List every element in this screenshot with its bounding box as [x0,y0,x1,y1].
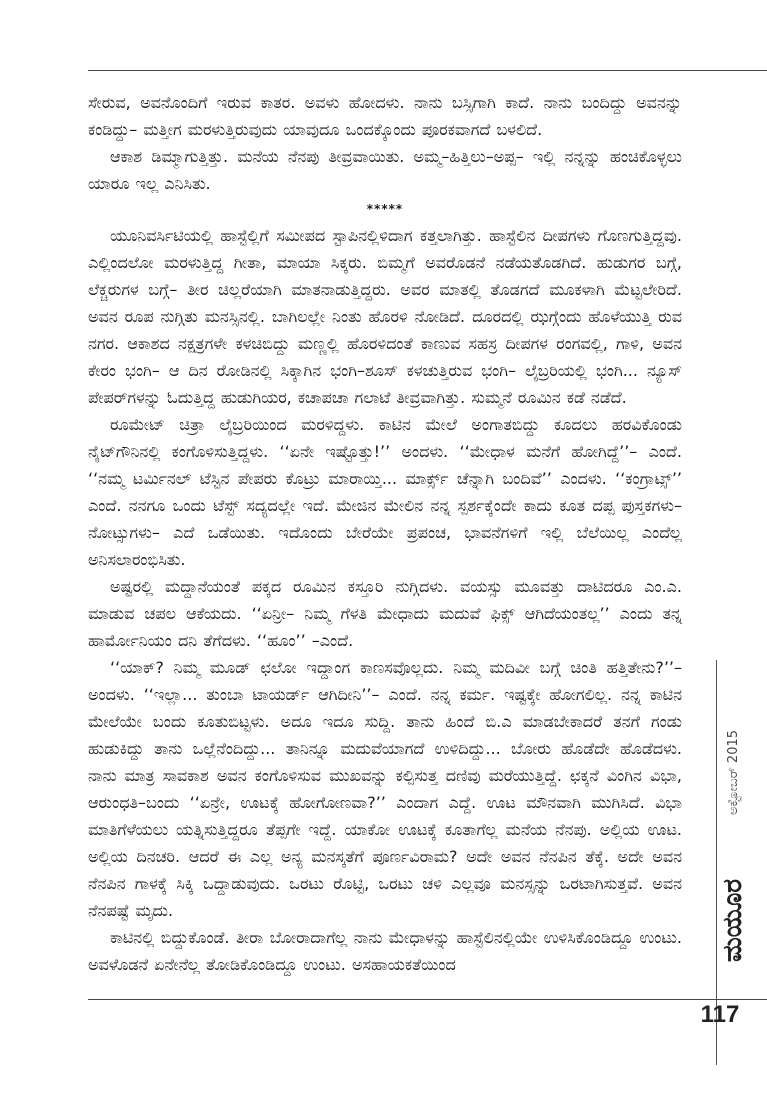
magazine-name-text: ಮಯೂರ [717,878,748,962]
page-number: 117 [700,1001,740,1028]
issue-date [726,718,742,826]
top-rule [88,70,767,71]
article-body [88,89,682,978]
section-separator: ***** [366,202,404,216]
paragraph: ಸೇರುವ, ಅವನೊಂದಿಗೆ ಇರುವ ಕಾತರ. ಅವಳು ಹೋದಳು. ನಾನು ಬಸ್ಸಿಗಾಗಿ ಕಾದೆ. ನಾನು ಬಂದಿದ್ದು ಅವನನ್ನು ಕಂಡಿದ್ದು– ಮತ್ತೀಗ ಮರಳುತ್ತಿರುವುದು ಯಾವುದೂ ಒಂದಕ್ಕೊಂದು ಪೂರಕವಾಗದೆ ಬಳಲಿದೆ. [88,93,682,139]
paragraph: ರೂಮೇಟ್ ಚಿತ್ರಾ ಲೈಬ್ರರಿಯಿಂದ ಮರಳಿದ್ದಳು. ಕಾಟಿನ ಮೇಲೆ ಅಂಗಾತಬಿದ್ದು ಕೂದಲು ಹರವಿಕೊಂಡು ನೈಟ್‌ಗೌನಿನಲ್ಲಿ ಕಂಗೊಳಿಸುತ್ತಿದ್ದಳು. ‘‘ಏನೇ ಇಷ್ಟೊತ್ತು!’’ ಅಂದಳು. ‘‘ಮೇಧಾಳ ಮನೆಗೆ ಹೋಗಿದ್ದೆ’’– ಎಂದೆ. ‘‘ನಮ್ಮ ಟರ್ಮಿನಲ್ ಟೆಸ್ಟಿನ ಪೇಪರು ಕೊಟ್ರು ಮಾರಾಯ್ತಿ... ಮಾರ್ಕ್ಸ್ ಚೆನ್ನಾಗಿ ಬಂದಿವೆ’’ ಎಂದಳು. ‘‘ಕಂಗ್ರಾಟ್ಸ್’’ ಎಂದೆ. ನನಗೂ ಒಂದು ಟೆಸ್ಟ್ ಸದ್ಯದಲ್ಲೇ ಇದೆ. ಮೇಜಿನ ಮೇಲಿನ ನನ್ನ ಸ್ಪರ್ಶಕ್ಕೆಂದೇ ಕಾದು ಕೂತ ದಪ್ಪ ಪುಸ್ತಕಗಳು– ನೋಟ್ಸುಗಳು– ಎದೆ ಒಡೆಯಿತು. ಇದೊಂದು ಬೇರೆಯೇ ಪ್ರಪಂಚ, ಭಾವನೆಗಳಿಗೆ ಇಲ್ಲಿ ಬೆಲೆಯಿಲ್ಲ ಎಂದೆಲ್ಲ ಅನಿಸಲಾರಂಭಿಸಿತು. [88,415,682,569]
paragraph: ‘‘ಯಾಕ್? ನಿಮ್ಮ ಮೂಡ್ ಛಲೋ ಇದ್ದಾಂಗ ಕಾಣಸವೊಲ್ಲದು. ನಿಮ್ಮ ಮದಿವೀ ಬಗ್ಗೆ ಚಿಂತಿ ಹತ್ತಿತೇನು?’’– ಅಂದಳು. ‘‘ಇಲ್ಲಾ... ತುಂಬಾ ಟಾಯರ್ಡ್ ಆಗಿದೀನಿ’’– ಎಂದೆ. ನನ್ನ ಕರ್ಮ. ಇಷ್ಟಕ್ಕೇ ಹೋಗಲಿಲ್ಲ. ನನ್ನ ಕಾಟಿನ ಮೇಲೆಯೇ ಬಂದು ಕೂತುಬಿಟ್ಟಳು. ಅದೂ ಇದೂ ಸುದ್ದಿ. ತಾನು ಹಿಂದೆ ಬಿ.ಎ ಮಾಡಬೇಕಾದರೆ ತನಗೆ ಗಂಡು ಹುಡುಕಿದ್ದು ತಾನು ಒಲ್ಲೆನೆಂದಿದ್ದು... ತಾನಿನ್ನೂ ಮದುವೆಯಾಗದೆ ಉಳಿದಿದ್ದು... ಬೋರು ಹೊಡೆದೇ ಹೊಡೆದಳು. ನಾನು ಮಾತ್ರ ಸಾವಕಾಶ ಅವನ ಕಂಗೊಳಿಸುವ ಮುಖವನ್ನು ಕಲ್ಪಿಸುತ್ತ ದಣಿವು ಮರೆಯುತ್ತಿದ್ದೆ. ಛಕ್ಕನೆ ವಿಂಗಿನ ವಿಭಾ, ಆರುಂಧತಿ–ಬಂದು ‘‘ಏನ್ರೇ, ಊಟಕ್ಕೆ ಹೋಗೋಣವಾ?’’ ಎಂದಾಗ ಎದ್ದೆ. ಊಟ ಮೌನವಾಗಿ ಮುಗಿಸಿದೆ. ವಿಭಾ ಮಾತಿಗೆಳೆಯಲು ಯತ್ನಿಸುತ್ತಿದ್ದರೂ ತೆಪ್ಪಗೇ ಇದ್ದೆ. ಯಾಕೋ ಊಟಕ್ಕೆ ಕೂತಾಗೆಲ್ಲ ಮನೆಯ ನೆನಪು. ಅಲ್ಲಿಯ ಊಟ. ಅಲ್ಲಿಯ ದಿನಚರಿ. ಆದರೆ ಈ ಎಲ್ಲ ಅನ್ಯ ಮನಸ್ಕತೆಗೆ ಪೂರ್ಣವಿರಾಮ? ಅದೇ ಅವನ ನೆನಪಿನ ತೆಕ್ಕೆ. ಅದೇ ಅವನ ನೆನಪಿನ ಗಾಳಕ್ಕೆ ಸಿಕ್ಕಿ ಒದ್ದಾಡುವುದು. ಒರಟು ರೊಟ್ಟಿ, ಒರಟು ಚಳಿ ಎಲ್ಲವೂ ಮನಸ್ಸನ್ನು ಒರಟಾಗಿಸುತ್ತವೆ. ಅವನ ನೆನಪಷ್ಟೆ ಮೃದು. [88,658,682,920]
paragraph: ಯೂನಿವರ್ಸಿಟಿಯಲ್ಲಿ ಹಾಸ್ಟೆಲ್ಲಿಗೆ ಸಮೀಪದ ಸ್ಟಾಪಿನಲ್ಲಿಳಿದಾಗ ಕತ್ತಲಾಗಿತ್ತು. ಹಾಸ್ಟೆಲಿನ ದೀಪಗಳು ಗೊಣಗುತ್ತಿದ್ದವು. ಎಲ್ಲಿಂದಲೋ ಮರಳುತ್ತಿದ್ದ ಗೀತಾ, ಮಾಯಾ ಸಿಕ್ಕರು. ಬಿಮ್ಮಗೆ ಅವರೊಡನೆ ನಡೆಯತೊಡಗಿದೆ. ಹುಡುಗರ ಬಗ್ಗೆ, ಲೆಕ್ಚರುಗಳ ಬಗ್ಗೆ– ತೀರ ಚಿಲ್ಲರೆಯಾಗಿ ಮಾತನಾಡುತ್ತಿದ್ದರು. ಅವರ ಮಾತಲ್ಲಿ ತೊಡಗದೆ ಮೂಕಳಾಗಿ ಮೆಟ್ಟಲೇರಿದೆ. ಅವನ ರೂಪ ನುಗ್ಗಿತು ಮನಸ್ಸಿನಲ್ಲಿ. ಬಾಗಿಲಲ್ಲೇ ನಿಂತು ಹೊರಳಿ ನೋಡಿದೆ. ದೂರದಲ್ಲಿ ಝಗ್ಗೆಂದು ಹೊಳೆಯುತ್ತಿ ರುವ ನಗರ. ಆಕಾಶದ ನಕ್ಷತ್ರಗಳೇ ಕಳಚಿಬಿದ್ದು ಮಣ್ಣಲ್ಲಿ ಹೊರಳಿದಂತೆ ಕಾಣುವ ಸಹಸ್ರ ದೀಪಗಳ ರಂಗವಲ್ಲಿ, ಗಾಳಿ, ಅವನ ಕೇರಂ ಭಂಗಿ– ಆ ದಿನ ರೋಡಿನಲ್ಲಿ ಸಿಕ್ಕಾಗಿನ ಭಂಗಿ–ಶೂಸ್ ಕಳಚುತ್ತಿರುವ ಭಂಗಿ– ಲೈಬ್ರರಿಯಲ್ಲಿ ಭಂಗಿ... ನ್ಯೂಸ್ ಪೇಪರ್‌ಗಳನ್ನು ಓದುತ್ತಿದ್ದ ಹುಡುಗಿಯರ, ಕಚಾಪಚಾ ಗಲಾಟೆ ತೀವ್ರವಾಗಿತ್ತು. ಸುಮ್ಮನೆ ರೂಮಿನ ಕಡೆ ನಡೆದೆ. [88,226,682,407]
bottom-rule [88,999,767,1000]
paragraph: ಕಾಟಿನಲ್ಲಿ ಬಿದ್ದುಕೊಂಡೆ. ತೀರಾ ಬೋರಾದಾಗೆಲ್ಲ ನಾನು ಮೇಧಾಳನ್ನು ಹಾಸ್ಟೆಲಿನಲ್ಲಿಯೇ ಉಳಿಸಿಕೊಂಡಿದ್ದೂ ಉಂಟು. ಅವಳೊಡನೆ ಏನೇನೆಲ್ಲ ತೋಡಿಕೊಂಡಿದ್ದೂ ಉಂಟು. ಅಸಹಾಯಕತೆಯಿಂದ [88,928,682,974]
issue-date-text: ಅಕ್ಟೋಬರ್ 2015 [726,729,742,815]
paragraph: ಅಷ್ಟರಲ್ಲಿ ಮದ್ದಾನೆಯಂತೆ ಪಕ್ಕದ ರೂಮಿನ ಕಸ್ತೂರಿ ನುಗ್ಗಿದಳು. ವಯಸ್ಸು ಮೂವತ್ತು ದಾಟಿದರೂ ಎಂ.ಎ. ಮಾಡುವ ಚಪಲ ಆಕೆಯದು. ‘‘ಏನ್ರೀ– ನಿಮ್ಮ ಗೆಳತಿ ಮೇಧಾದು ಮದುವೆ ಫಿಕ್ಸ್ ಆಗಿದೆಯಂತಲ್ಲ’’ ಎಂದು ತನ್ನ ಹಾರ್ಮೋನಿಯಂ ದನಿ ತೆಗೆದಳು. ‘‘ಹೂಂ’’ –ಎಂದೆ. [88,577,682,650]
magazine-name [717,846,748,994]
paragraph: ಆಕಾಶ ಡಿಮ್ಮಾಗುತ್ತಿತ್ತು. ಮನೆಯ ನೆನಪು ತೀವ್ರವಾಯಿತು. ಅಮ್ಮ–ಹಿತ್ತಿಲು–ಅಪ್ಪ– ಇಲ್ಲಿ ನನ್ನನ್ನು ಹಂಚಿಕೊಳ್ಳಲು ಯಾರೂ ಇಲ್ಲ ಎನಿಸಿತು. [88,147,682,193]
